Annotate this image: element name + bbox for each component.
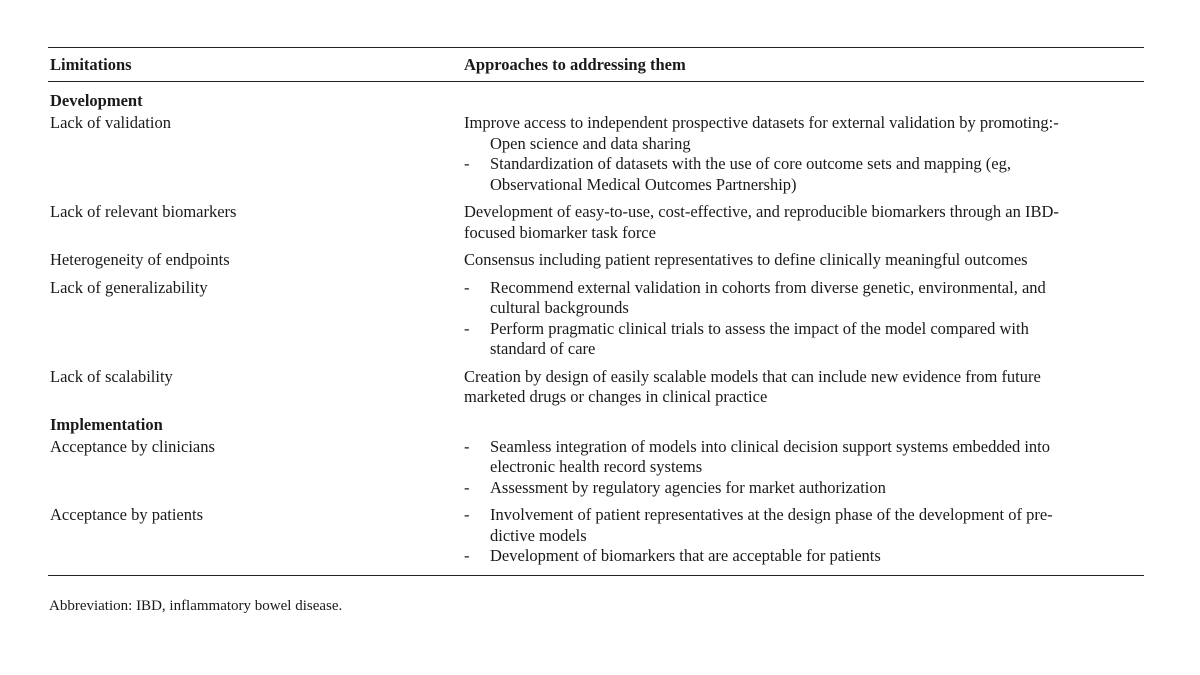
limitation-cell: Heterogeneity of endpoints: [50, 250, 230, 269]
bottom-rule: [48, 575, 1144, 576]
approach-text: Creation by design of easily scalable models that can include new evidence from future: [464, 366, 1041, 386]
bullet-text: dictive models: [490, 525, 587, 545]
dash-marker: -: [464, 277, 470, 297]
section-title-development: Development: [50, 91, 143, 110]
bullet-text: Perform pragmatic clinical trials to assess the impact of the model compared with: [490, 318, 1029, 338]
approach-text: marketed drugs or changes in clinical practice: [464, 387, 768, 406]
table-body: [48, 82, 1144, 575]
limitation-cell: Lack of generalizability: [50, 277, 208, 297]
bullet-item: [464, 478, 1144, 499]
dash-marker: -: [464, 477, 470, 497]
dash-marker: -: [464, 505, 470, 524]
dash-marker: -: [464, 436, 470, 456]
bullet-text: Assessment by regulatory agencies for market authorization: [490, 477, 886, 497]
bullet-text: cultural backgrounds: [490, 298, 629, 317]
bullet-item: [464, 154, 1144, 195]
header-approaches: Approaches to addressing them: [464, 54, 686, 74]
limitation-cell: Lack of relevant biomarkers: [50, 202, 237, 221]
table-row: [48, 437, 1144, 499]
approach-cell: [464, 250, 1144, 271]
bullet-text: Recommend external validation in cohorts from diverse genetic, environmental, and: [490, 277, 1046, 297]
table-row: [48, 202, 1144, 243]
limitation-cell: Lack of validation: [50, 113, 171, 132]
approach-cell: [464, 437, 1144, 499]
approach-text: Consensus including patient representatives to define clinically meaningful outcomes: [464, 250, 1028, 269]
bullet-item: [464, 437, 1144, 478]
table-row: [48, 278, 1144, 360]
header-limitations: Limitations: [50, 54, 132, 74]
bullet-text: Involvement of patient representatives at the design phase of the development of pre-: [490, 505, 1053, 524]
bullet-text: Standardization of datasets with the use of core outcome sets and mapping (eg,: [490, 154, 1011, 173]
dash-marker: -: [464, 154, 470, 173]
section-title-implementation: Implementation: [50, 414, 163, 434]
limitation-cell: Lack of scalability: [50, 366, 173, 386]
table-row: [48, 113, 1144, 195]
table-row: [48, 505, 1144, 567]
table-header: [48, 48, 1144, 81]
bullet-text: Seamless integration of models into clinical decision support systems embedded into: [490, 436, 1050, 456]
approach-text: Open science and data sharing: [490, 133, 691, 153]
approach-cell: [464, 202, 1144, 243]
table-row: [48, 250, 1144, 271]
table-row: [48, 367, 1144, 408]
approach-cell: [464, 278, 1144, 360]
approach-text: Improve access to independent prospective datasets for external validation by promoting:-: [464, 113, 1059, 132]
approach-text: Development of easy-to-use, cost-effective, and reproducible biomarkers through an IBD-: [464, 202, 1059, 221]
bullet-item: [464, 278, 1144, 319]
dash-marker: -: [464, 318, 470, 338]
approach-cell: [464, 367, 1144, 408]
approach-text: focused biomarker task force: [464, 222, 656, 242]
limitation-cell: Acceptance by clinicians: [50, 436, 215, 456]
bullet-text: Observational Medical Outcomes Partnership): [490, 174, 797, 194]
bullet-text: standard of care: [490, 339, 596, 358]
bullet-item: [464, 505, 1144, 546]
bullet-text: Development of biomarkers that are acceptable for patients: [490, 546, 881, 565]
footnote: Abbreviation: IBD, inflammatory bowel disease.: [49, 598, 343, 614]
approach-cell: [464, 113, 1144, 195]
limitation-cell: Acceptance by patients: [50, 505, 204, 524]
bullet-item: [464, 319, 1144, 360]
limitations-table: [48, 47, 1144, 576]
bullet-text: electronic health record systems: [490, 457, 703, 476]
dash-marker: -: [464, 546, 470, 565]
bullet-item: [464, 546, 1144, 567]
approach-cell: [464, 505, 1144, 567]
